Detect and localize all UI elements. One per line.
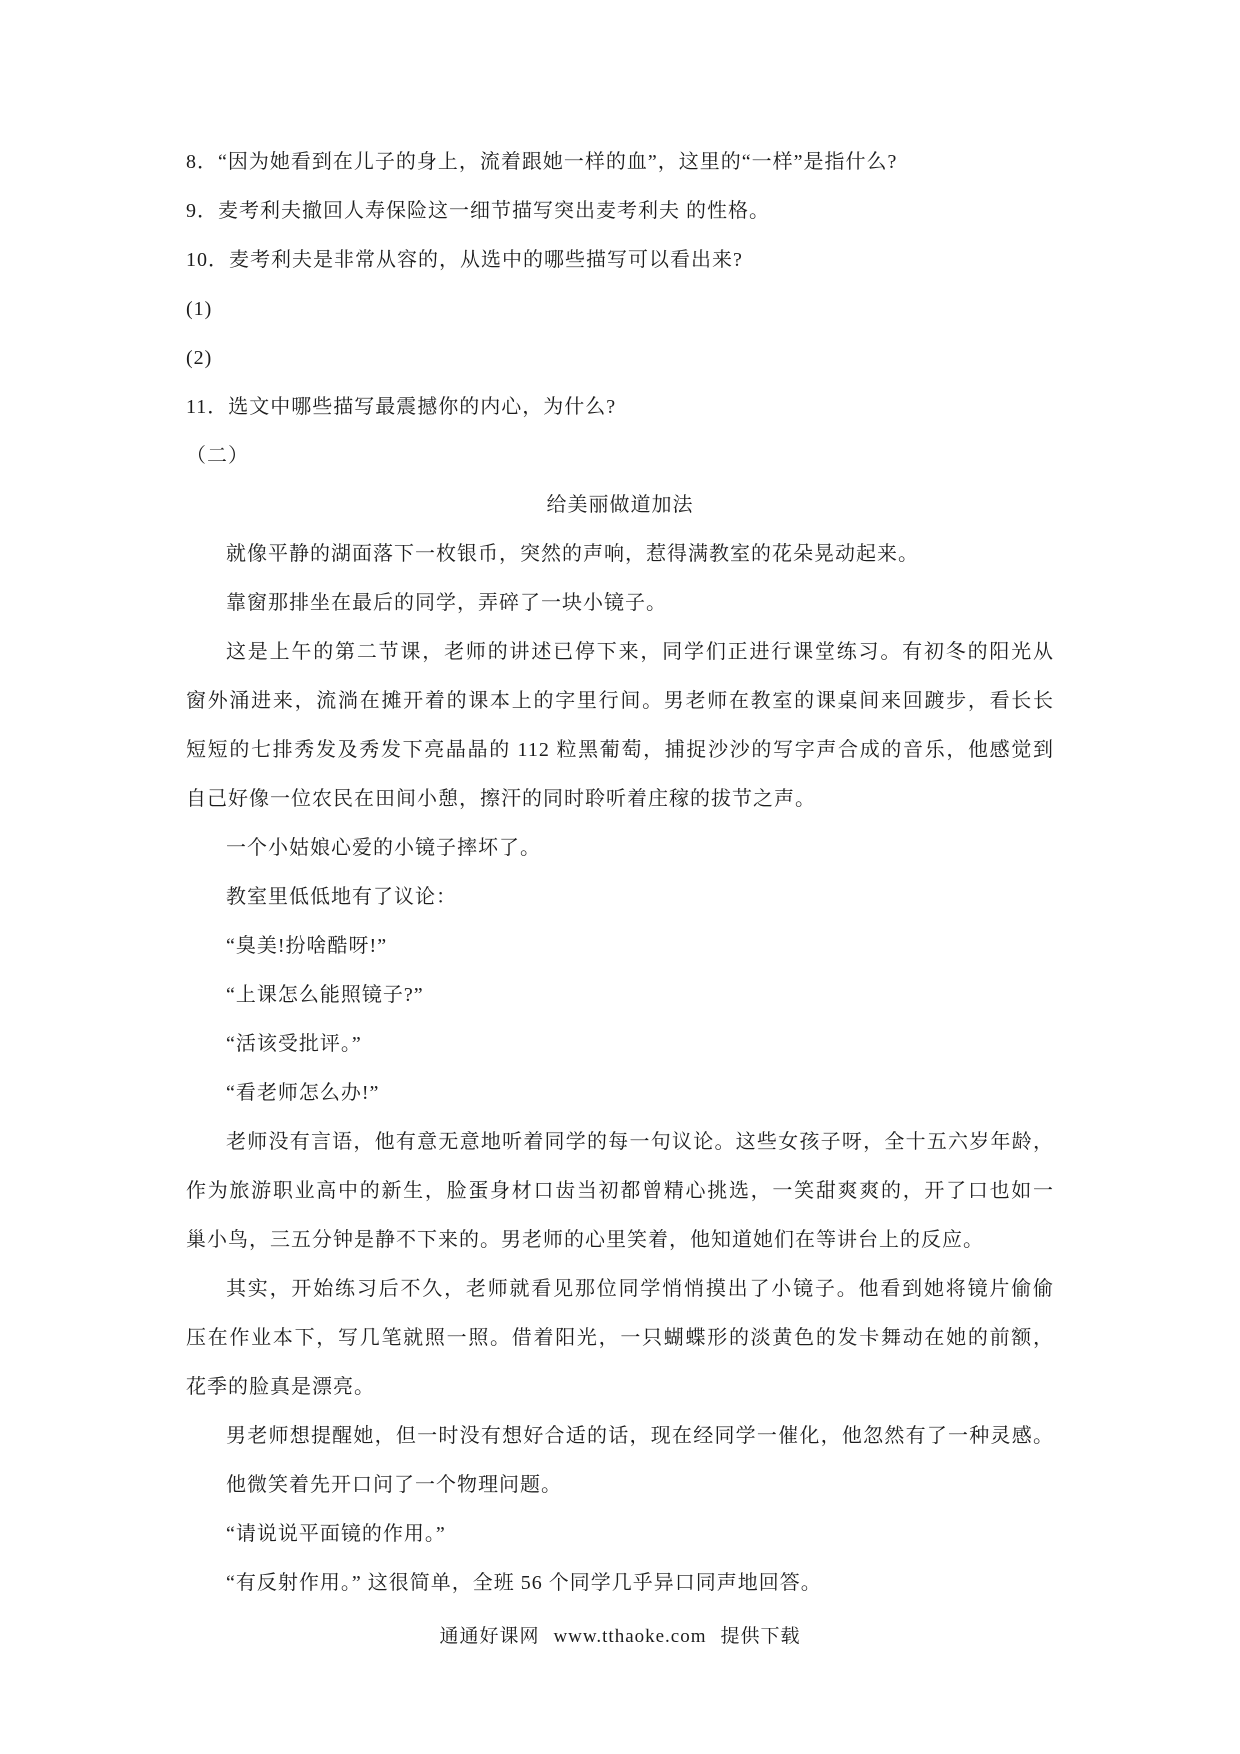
blank-item-1: (1)	[186, 298, 213, 320]
question-11: 11．选文中哪些描写最震撼你的内心，为什么?	[186, 396, 617, 418]
document-content	[186, 138, 1054, 1652]
question-10: 10．麦考利夫是非常从容的，从选中的哪些描写可以看出来?	[186, 249, 743, 271]
passage-line: 压在作业本下，写几笔就照一照。借着阳光，一只蝴蝶形的淡黄色的发卡舞动在她的前额，	[186, 1327, 1054, 1349]
dialogue-line: “上课怎么能照镜子?”	[226, 984, 424, 1006]
dialogue-line: “活该受批评。”	[226, 1033, 362, 1055]
passage-line: 花季的脸真是漂亮。	[186, 1376, 375, 1398]
passage-line: 一个小姑娘心爱的小镜子摔坏了。	[226, 837, 541, 859]
blank-item-2: (2)	[186, 347, 213, 369]
dialogue-line: “看老师怎么办!”	[226, 1082, 380, 1104]
passage-line: 他微笑着先开口问了一个物理问题。	[226, 1474, 562, 1496]
footer-site-name: 通通好课网	[439, 1626, 540, 1647]
footer-url: www.tthaoke.com	[553, 1626, 707, 1647]
passage-line: 靠窗那排坐在最后的同学，弄碎了一块小镜子。	[226, 592, 667, 614]
passage-line: 老师没有言语，他有意无意地听着同学的每一句议论。这些女孩子呀，全十五六岁年龄，	[226, 1131, 1054, 1153]
passage-line: 短短的七排秀发及秀发下亮晶晶的 112 粒黑葡萄，捕捉沙沙的写字声合成的音乐，他感觉到	[186, 739, 1054, 761]
dialogue-line: “请说说平面镜的作用。”	[226, 1523, 446, 1545]
footer-download-label: 提供下载	[720, 1626, 801, 1647]
passage-line: 作为旅游职业高中的新生，脸蛋身材口齿当初都曾精心挑选，一笑甜爽爽的，开了口也如一	[186, 1180, 1054, 1202]
passage-line: 男老师想提醒她，但一时没有想好合适的话，现在经同学一催化，他忽然有了一种灵感。	[226, 1425, 1054, 1447]
passage-title: 给美丽做道加法	[546, 494, 694, 516]
passage-line: 教室里低低地有了议论：	[226, 886, 457, 908]
section-2-label: （二）	[186, 445, 249, 467]
passage-line: 就像平静的湖面落下一枚银币，突然的声响，惹得满教室的花朵晃动起来。	[226, 543, 919, 565]
passage-line: 巢小鸟，三五分钟是静不下来的。男老师的心里笑着，他知道她们在等讲台上的反应。	[186, 1229, 984, 1251]
document-lines	[186, 138, 1054, 1608]
passage-line: 窗外涌进来，流淌在摊开着的课本上的字里行间。男老师在教室的课桌间来回踱步，看长长	[186, 690, 1054, 712]
question-8: 8．“因为她看到在儿子的身上，流着跟她一样的血”，这里的“一样”是指什么?	[186, 151, 898, 173]
passage-line: 这是上午的第二节课，老师的讲述已停下来，同学们正进行课堂练习。有初冬的阳光从	[226, 641, 1054, 663]
passage-line: 其实，开始练习后不久，老师就看见那位同学悄悄摸出了小镜子。他看到她将镜片偷偷	[226, 1278, 1054, 1300]
dialogue-line: “臭美!扮啥酷呀!”	[226, 935, 388, 957]
passage-line: 自己好像一位农民在田间小憩，擦汗的同时聆听着庄稼的拔节之声。	[186, 788, 816, 810]
passage-line: “有反射作用。” 这很简单，全班 56 个同学几乎异口同声地回答。	[226, 1572, 822, 1594]
page-footer	[186, 1622, 1054, 1652]
question-9: 9．麦考利夫撤回人寿保险这一细节描写突出麦考利夫 的性格。	[186, 200, 770, 222]
